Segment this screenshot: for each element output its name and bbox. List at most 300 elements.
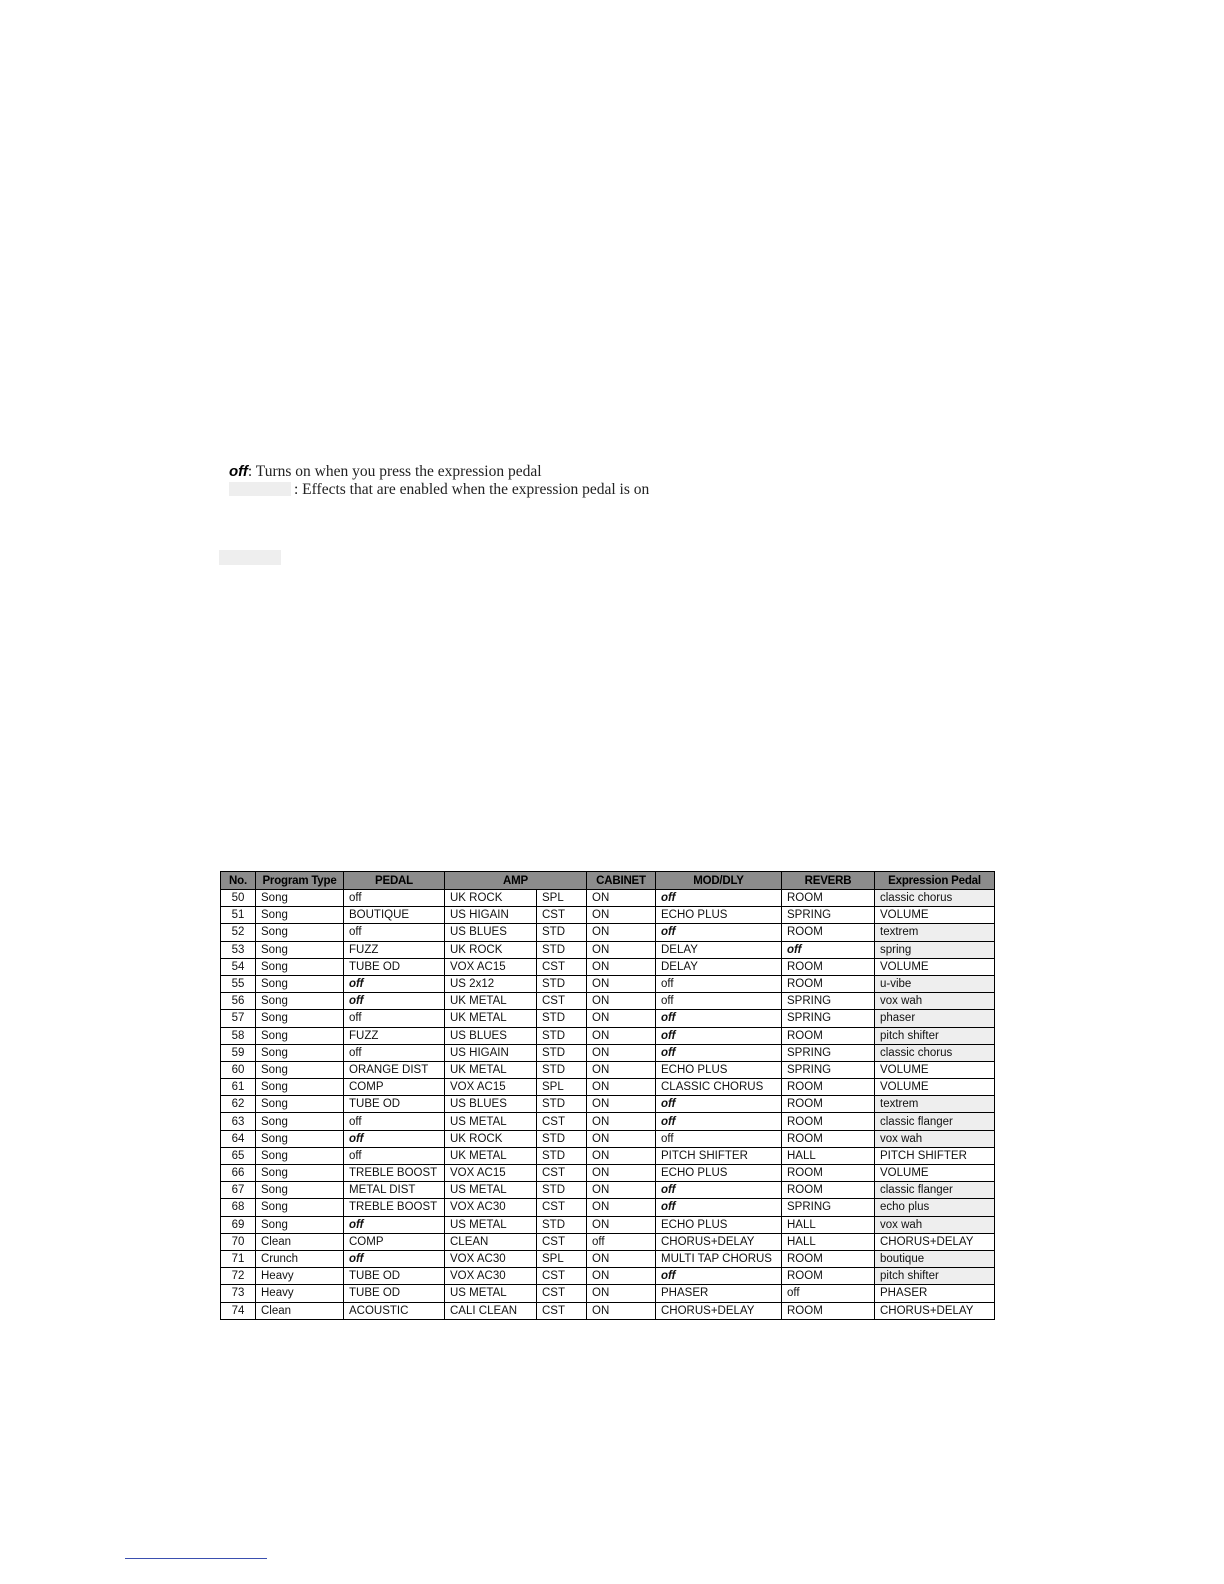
cell-pedal bbox=[344, 1096, 445, 1113]
cell-reverb-text: off bbox=[787, 943, 802, 956]
cell-expression-pedal-text: pitch shifter bbox=[880, 1270, 939, 1283]
cell-cabinet-text: ON bbox=[592, 1270, 610, 1283]
cell-amp bbox=[445, 1165, 537, 1182]
cell-amp-text: VOX AC15 bbox=[450, 1081, 506, 1094]
cell-amp bbox=[445, 975, 537, 992]
cell-program-type-text: Song bbox=[261, 1081, 288, 1094]
cell-program-type bbox=[256, 1216, 344, 1233]
cell-reverb bbox=[782, 1182, 875, 1199]
cell-program-type bbox=[256, 1044, 344, 1061]
cell-no-text: 53 bbox=[231, 943, 245, 956]
cell-mod-dly bbox=[656, 907, 782, 924]
cell-pedal-text: off bbox=[349, 1046, 362, 1059]
cell-program-type bbox=[256, 1302, 344, 1319]
cell-amp-text: US METAL bbox=[450, 1287, 507, 1300]
cell-program-type-text: Song bbox=[261, 926, 288, 939]
cell-amp bbox=[445, 1233, 537, 1250]
cell-program-type bbox=[256, 993, 344, 1010]
cell-cabinet bbox=[587, 975, 656, 992]
cell-expression-pedal-text: VOLUME bbox=[880, 1063, 929, 1076]
cell-amp-type-text: STD bbox=[542, 943, 565, 956]
cell-program-type bbox=[256, 907, 344, 924]
cell-amp-type bbox=[537, 975, 587, 992]
cell-reverb bbox=[782, 1302, 875, 1319]
cell-reverb bbox=[782, 1250, 875, 1267]
cell-amp-type bbox=[537, 1165, 587, 1182]
cell-program-type bbox=[256, 958, 344, 975]
cell-amp-type bbox=[537, 1130, 587, 1147]
cell-cabinet-text: ON bbox=[592, 1167, 610, 1180]
cell-program-type bbox=[256, 1147, 344, 1164]
cell-cabinet-text: ON bbox=[592, 995, 610, 1008]
cell-reverb bbox=[782, 1216, 875, 1233]
cell-expression-pedal bbox=[875, 1285, 995, 1302]
cell-no-text: 67 bbox=[231, 1184, 245, 1197]
cell-expression-pedal-text: PHASER bbox=[880, 1287, 928, 1300]
cell-mod-dly bbox=[656, 1044, 782, 1061]
cell-amp-type bbox=[537, 993, 587, 1010]
cell-pedal bbox=[344, 1268, 445, 1285]
cell-expression-pedal bbox=[875, 1250, 995, 1267]
cell-pedal bbox=[344, 1233, 445, 1250]
cell-cabinet-text: ON bbox=[592, 909, 610, 922]
cell-no bbox=[221, 1165, 256, 1182]
cell-expression-pedal-text: classic flanger bbox=[880, 1115, 953, 1128]
cell-amp bbox=[445, 1216, 537, 1233]
cell-pedal bbox=[344, 1199, 445, 1216]
cell-amp-text: US METAL bbox=[450, 1115, 507, 1128]
shaded-swatch-mark bbox=[219, 550, 281, 565]
cell-mod-dly-text: CHORUS+DELAY bbox=[661, 1235, 755, 1248]
cell-mod-dly-text: PITCH SHIFTER bbox=[661, 1149, 748, 1162]
cell-expression-pedal bbox=[875, 1147, 995, 1164]
cell-reverb-text: ROOM bbox=[787, 978, 823, 991]
cell-reverb bbox=[782, 958, 875, 975]
cell-amp bbox=[445, 1079, 537, 1096]
cell-mod-dly bbox=[656, 1096, 782, 1113]
cell-reverb bbox=[782, 941, 875, 958]
cell-amp-text: US 2x12 bbox=[450, 978, 495, 991]
cell-no bbox=[221, 890, 256, 907]
cell-amp-text: US BLUES bbox=[450, 926, 507, 939]
cell-amp-text: CLEAN bbox=[450, 1235, 489, 1248]
cell-amp-text: VOX AC30 bbox=[450, 1253, 506, 1266]
cell-program-type bbox=[256, 1079, 344, 1096]
cell-amp-type-text: CST bbox=[542, 909, 565, 922]
cell-reverb-text: ROOM bbox=[787, 1029, 823, 1042]
cell-expression-pedal-text: VOLUME bbox=[880, 1167, 929, 1180]
cell-expression-pedal bbox=[875, 1233, 995, 1250]
cell-reverb-text: ROOM bbox=[787, 1098, 823, 1111]
cell-reverb bbox=[782, 1165, 875, 1182]
cell-program-type-text: Song bbox=[261, 1167, 288, 1180]
cell-reverb-text: SPRING bbox=[787, 995, 832, 1008]
cell-no-text: 64 bbox=[231, 1132, 245, 1145]
cell-program-type-text: Song bbox=[261, 1063, 288, 1076]
cell-reverb-text: ROOM bbox=[787, 1167, 823, 1180]
cell-expression-pedal-text: spring bbox=[880, 943, 912, 956]
cell-mod-dly-text: ECHO PLUS bbox=[661, 909, 728, 922]
cell-mod-dly-text: off bbox=[661, 1046, 676, 1059]
cell-cabinet bbox=[587, 1268, 656, 1285]
cell-no bbox=[221, 1010, 256, 1027]
cell-amp-text: US METAL bbox=[450, 1184, 507, 1197]
cell-pedal bbox=[344, 993, 445, 1010]
cell-cabinet-text: ON bbox=[592, 960, 610, 973]
table-row bbox=[221, 1044, 995, 1061]
cell-amp-type bbox=[537, 1044, 587, 1061]
cell-mod-dly bbox=[656, 1233, 782, 1250]
cell-pedal-text: ORANGE DIST bbox=[349, 1063, 429, 1076]
legend-off-line bbox=[229, 463, 649, 481]
cell-amp-text: UK ROCK bbox=[450, 943, 503, 956]
footnote-rule bbox=[125, 1558, 267, 1559]
cell-no-text: 58 bbox=[231, 1029, 245, 1042]
cell-pedal-text: TREBLE BOOST bbox=[349, 1201, 438, 1214]
cell-amp bbox=[445, 1010, 537, 1027]
cell-cabinet-text: ON bbox=[592, 926, 610, 939]
cell-no-text: 66 bbox=[231, 1167, 245, 1180]
cell-mod-dly bbox=[656, 1216, 782, 1233]
table-row bbox=[221, 941, 995, 958]
cell-mod-dly bbox=[656, 1061, 782, 1078]
cell-pedal-text: TUBE OD bbox=[349, 1270, 401, 1283]
cell-cabinet-text: ON bbox=[592, 978, 610, 991]
cell-no-text: 72 bbox=[231, 1270, 245, 1283]
cell-cabinet bbox=[587, 1199, 656, 1216]
cell-reverb-text: HALL bbox=[787, 1218, 816, 1231]
cell-expression-pedal bbox=[875, 1130, 995, 1147]
legend-off-desc: : Turns on when you press the expression pedal bbox=[247, 463, 542, 480]
cell-cabinet bbox=[587, 1079, 656, 1096]
cell-expression-pedal bbox=[875, 1079, 995, 1096]
cell-pedal bbox=[344, 1061, 445, 1078]
cell-program-type-text: Song bbox=[261, 995, 288, 1008]
cell-mod-dly bbox=[656, 1079, 782, 1096]
cell-amp-type bbox=[537, 1027, 587, 1044]
cell-no-text: 50 bbox=[231, 892, 245, 905]
cell-reverb bbox=[782, 924, 875, 941]
cell-cabinet-text: ON bbox=[592, 1046, 610, 1059]
cell-reverb bbox=[782, 1130, 875, 1147]
table-row bbox=[221, 958, 995, 975]
cell-mod-dly-text: off bbox=[661, 892, 676, 905]
cell-pedal-text: TUBE OD bbox=[349, 1287, 401, 1300]
cell-expression-pedal bbox=[875, 1010, 995, 1027]
cell-pedal-text: FUZZ bbox=[349, 1029, 379, 1042]
cell-amp-type bbox=[537, 1096, 587, 1113]
cell-amp bbox=[445, 924, 537, 941]
cell-amp bbox=[445, 1113, 537, 1130]
cell-mod-dly-text: DELAY bbox=[661, 943, 698, 956]
cell-expression-pedal-text: CHORUS+DELAY bbox=[880, 1235, 974, 1248]
cell-expression-pedal bbox=[875, 1096, 995, 1113]
cell-cabinet bbox=[587, 1096, 656, 1113]
table-row bbox=[221, 1216, 995, 1233]
cell-expression-pedal bbox=[875, 1182, 995, 1199]
cell-cabinet bbox=[587, 1130, 656, 1147]
cell-amp-text: UK ROCK bbox=[450, 892, 503, 905]
cell-program-type bbox=[256, 1130, 344, 1147]
cell-mod-dly-text: off bbox=[661, 1012, 676, 1025]
cell-mod-dly-text: ECHO PLUS bbox=[661, 1167, 728, 1180]
cell-amp-text: US HIGAIN bbox=[450, 909, 509, 922]
cell-expression-pedal bbox=[875, 1027, 995, 1044]
cell-pedal bbox=[344, 1250, 445, 1267]
cell-mod-dly-text: off bbox=[661, 1132, 674, 1145]
cell-reverb bbox=[782, 907, 875, 924]
cell-amp-type bbox=[537, 958, 587, 975]
cell-expression-pedal bbox=[875, 1216, 995, 1233]
cell-expression-pedal-text: VOLUME bbox=[880, 909, 929, 922]
cell-pedal-text: off bbox=[349, 1218, 364, 1231]
cell-reverb-text: SPRING bbox=[787, 1201, 832, 1214]
cell-cabinet bbox=[587, 941, 656, 958]
header-mod-dly: MOD/DLY bbox=[656, 872, 782, 890]
cell-mod-dly bbox=[656, 1182, 782, 1199]
cell-program-type-text: Song bbox=[261, 960, 288, 973]
cell-no-text: 60 bbox=[231, 1063, 245, 1076]
cell-program-type bbox=[256, 1096, 344, 1113]
cell-expression-pedal bbox=[875, 958, 995, 975]
cell-amp-text: US BLUES bbox=[450, 1029, 507, 1042]
cell-program-type-text: Song bbox=[261, 1098, 288, 1111]
cell-program-type-text: Song bbox=[261, 892, 288, 905]
cell-pedal bbox=[344, 1165, 445, 1182]
cell-no-text: 54 bbox=[231, 960, 245, 973]
cell-no bbox=[221, 1130, 256, 1147]
cell-expression-pedal bbox=[875, 941, 995, 958]
cell-reverb bbox=[782, 1199, 875, 1216]
cell-pedal-text: off bbox=[349, 926, 362, 939]
table-header-row bbox=[221, 872, 995, 890]
table-row bbox=[221, 890, 995, 907]
cell-amp-type bbox=[537, 1216, 587, 1233]
program-rows bbox=[221, 890, 995, 1320]
legend-shaded-line bbox=[229, 481, 649, 499]
cell-expression-pedal-text: phaser bbox=[880, 1012, 916, 1025]
cell-pedal-text: COMP bbox=[349, 1235, 384, 1248]
cell-pedal-text: off bbox=[349, 1115, 362, 1128]
cell-expression-pedal-text: vox wah bbox=[880, 1132, 923, 1145]
cell-expression-pedal-text: pitch shifter bbox=[880, 1029, 939, 1042]
cell-cabinet-text: ON bbox=[592, 1218, 610, 1231]
cell-expression-pedal bbox=[875, 1113, 995, 1130]
cell-amp-type-text: CST bbox=[542, 1115, 565, 1128]
cell-no bbox=[221, 1233, 256, 1250]
cell-no-text: 73 bbox=[231, 1287, 245, 1300]
cell-cabinet bbox=[587, 1302, 656, 1319]
cell-amp-type-text: STD bbox=[542, 1098, 565, 1111]
cell-cabinet-text: ON bbox=[592, 1081, 610, 1094]
cell-pedal bbox=[344, 890, 445, 907]
cell-amp-type bbox=[537, 1302, 587, 1319]
cell-cabinet-text: ON bbox=[592, 1063, 610, 1076]
header-expression-pedal: Expression Pedal bbox=[875, 872, 995, 890]
cell-no-text: 52 bbox=[231, 926, 245, 939]
cell-expression-pedal-text: textrem bbox=[880, 926, 919, 939]
cell-mod-dly-text: off bbox=[661, 1098, 676, 1111]
cell-cabinet bbox=[587, 924, 656, 941]
cell-reverb-text: off bbox=[787, 1287, 800, 1300]
cell-cabinet bbox=[587, 993, 656, 1010]
table-row bbox=[221, 1147, 995, 1164]
cell-amp-type bbox=[537, 1010, 587, 1027]
cell-no-text: 69 bbox=[231, 1218, 245, 1231]
table-row bbox=[221, 1130, 995, 1147]
cell-no-text: 62 bbox=[231, 1098, 245, 1111]
cell-reverb bbox=[782, 1113, 875, 1130]
cell-program-type bbox=[256, 1233, 344, 1250]
cell-program-type bbox=[256, 890, 344, 907]
cell-cabinet bbox=[587, 1216, 656, 1233]
cell-amp-type bbox=[537, 1268, 587, 1285]
table-row bbox=[221, 1165, 995, 1182]
cell-reverb bbox=[782, 1044, 875, 1061]
cell-reverb bbox=[782, 993, 875, 1010]
cell-program-type-text: Song bbox=[261, 1046, 288, 1059]
cell-amp bbox=[445, 993, 537, 1010]
cell-no bbox=[221, 1199, 256, 1216]
cell-program-type-text: Song bbox=[261, 943, 288, 956]
cell-pedal bbox=[344, 1216, 445, 1233]
cell-program-type-text: Heavy bbox=[261, 1270, 294, 1283]
table-row bbox=[221, 1079, 995, 1096]
table-row bbox=[221, 993, 995, 1010]
cell-program-type bbox=[256, 941, 344, 958]
cell-cabinet bbox=[587, 1061, 656, 1078]
cell-pedal-text: ACOUSTIC bbox=[349, 1304, 409, 1317]
cell-amp-text: US HIGAIN bbox=[450, 1046, 509, 1059]
cell-pedal-text: TUBE OD bbox=[349, 960, 401, 973]
cell-amp bbox=[445, 1302, 537, 1319]
cell-mod-dly-text: MULTI TAP CHORUS bbox=[661, 1253, 772, 1266]
cell-amp-type-text: CST bbox=[542, 1270, 565, 1283]
cell-program-type bbox=[256, 1182, 344, 1199]
cell-no-text: 74 bbox=[231, 1304, 245, 1317]
cell-pedal-text: off bbox=[349, 1132, 364, 1145]
cell-reverb-text: ROOM bbox=[787, 1253, 823, 1266]
cell-cabinet bbox=[587, 907, 656, 924]
cell-no bbox=[221, 958, 256, 975]
cell-cabinet bbox=[587, 1044, 656, 1061]
cell-pedal-text: FUZZ bbox=[349, 943, 379, 956]
cell-amp-type-text: STD bbox=[542, 1046, 565, 1059]
cell-no bbox=[221, 907, 256, 924]
cell-amp-type bbox=[537, 1079, 587, 1096]
cell-no bbox=[221, 1147, 256, 1164]
legend bbox=[229, 463, 649, 499]
cell-mod-dly-text: off bbox=[661, 1270, 676, 1283]
cell-cabinet bbox=[587, 1250, 656, 1267]
cell-cabinet bbox=[587, 1285, 656, 1302]
cell-no bbox=[221, 993, 256, 1010]
cell-mod-dly bbox=[656, 1113, 782, 1130]
cell-expression-pedal bbox=[875, 1061, 995, 1078]
cell-mod-dly-text: off bbox=[661, 978, 674, 991]
cell-cabinet-text: ON bbox=[592, 943, 610, 956]
cell-amp-type bbox=[537, 907, 587, 924]
cell-no-text: 51 bbox=[231, 909, 245, 922]
cell-amp-type bbox=[537, 924, 587, 941]
cell-reverb-text: ROOM bbox=[787, 1132, 823, 1145]
cell-cabinet bbox=[587, 958, 656, 975]
cell-reverb-text: HALL bbox=[787, 1149, 816, 1162]
table-row bbox=[221, 1250, 995, 1267]
table-row bbox=[221, 975, 995, 992]
cell-pedal-text: COMP bbox=[349, 1081, 384, 1094]
cell-pedal-text: off bbox=[349, 1253, 364, 1266]
cell-cabinet-text: off bbox=[592, 1235, 605, 1248]
cell-expression-pedal-text: boutique bbox=[880, 1253, 925, 1266]
cell-no bbox=[221, 1285, 256, 1302]
cell-expression-pedal-text: classic chorus bbox=[880, 892, 953, 905]
cell-reverb bbox=[782, 1027, 875, 1044]
cell-pedal bbox=[344, 1182, 445, 1199]
cell-mod-dly-text: off bbox=[661, 1201, 676, 1214]
cell-amp bbox=[445, 1130, 537, 1147]
cell-no bbox=[221, 941, 256, 958]
cell-amp-text: VOX AC30 bbox=[450, 1201, 506, 1214]
cell-pedal-text: off bbox=[349, 995, 364, 1008]
cell-reverb-text: ROOM bbox=[787, 892, 823, 905]
cell-amp-text: US METAL bbox=[450, 1218, 507, 1231]
cell-amp-type bbox=[537, 1113, 587, 1130]
header-cabinet: CABINET bbox=[587, 872, 656, 890]
table-row bbox=[221, 1113, 995, 1130]
cell-cabinet-text: ON bbox=[592, 1115, 610, 1128]
cell-program-type-text: Clean bbox=[261, 1304, 292, 1317]
cell-expression-pedal-text: vox wah bbox=[880, 1218, 923, 1231]
cell-pedal bbox=[344, 1027, 445, 1044]
cell-amp-type-text: STD bbox=[542, 1029, 565, 1042]
cell-pedal bbox=[344, 1010, 445, 1027]
cell-pedal-text: TREBLE BOOST bbox=[349, 1167, 438, 1180]
program-table bbox=[220, 871, 995, 1320]
table-row bbox=[221, 1096, 995, 1113]
cell-mod-dly-text: ECHO PLUS bbox=[661, 1063, 728, 1076]
cell-amp-type-text: CST bbox=[542, 1201, 565, 1214]
cell-program-type-text: Clean bbox=[261, 1235, 292, 1248]
cell-expression-pedal bbox=[875, 924, 995, 941]
cell-cabinet bbox=[587, 1027, 656, 1044]
cell-mod-dly bbox=[656, 958, 782, 975]
cell-mod-dly bbox=[656, 1027, 782, 1044]
cell-no-text: 55 bbox=[231, 978, 245, 991]
cell-cabinet bbox=[587, 1182, 656, 1199]
cell-pedal bbox=[344, 1147, 445, 1164]
cell-no bbox=[221, 1268, 256, 1285]
cell-pedal bbox=[344, 907, 445, 924]
cell-amp-type-text: SPL bbox=[542, 1081, 564, 1094]
cell-expression-pedal bbox=[875, 1268, 995, 1285]
cell-amp-type bbox=[537, 941, 587, 958]
table-row bbox=[221, 1199, 995, 1216]
cell-amp bbox=[445, 1268, 537, 1285]
cell-amp bbox=[445, 1027, 537, 1044]
cell-reverb-text: ROOM bbox=[787, 1184, 823, 1197]
cell-cabinet-text: ON bbox=[592, 1029, 610, 1042]
cell-reverb-text: ROOM bbox=[787, 960, 823, 973]
cell-expression-pedal-text: vox wah bbox=[880, 995, 923, 1008]
cell-amp-type-text: CST bbox=[542, 1235, 565, 1248]
cell-cabinet bbox=[587, 1233, 656, 1250]
cell-amp bbox=[445, 1285, 537, 1302]
cell-expression-pedal bbox=[875, 1165, 995, 1182]
cell-expression-pedal bbox=[875, 1199, 995, 1216]
cell-amp bbox=[445, 1199, 537, 1216]
cell-expression-pedal-text: CHORUS+DELAY bbox=[880, 1304, 974, 1317]
